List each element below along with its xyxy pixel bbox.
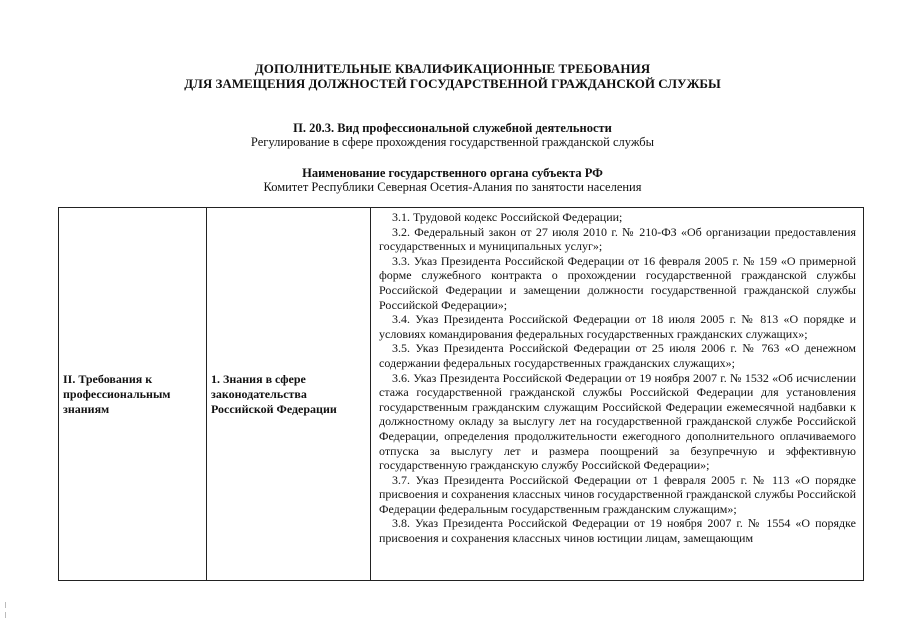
list-item: 3.8. Указ Президента Российской Федерации от 19 ноября 2007 г. № 1554 «О порядке присвоения и сохранения классных чинов юстиции лицам, замещающим — [379, 516, 856, 546]
category-cell — [59, 208, 207, 581]
document-title-line2: ДЛЯ ЗАМЕЩЕНИЯ ДОЛЖНОСТЕЙ ГОСУДАРСТВЕННОЙ ГРАЖДАНСКОЙ СЛУЖБЫ — [184, 76, 721, 91]
section-heading: П. 20.3. Вид профессиональной служебной деятельности — [293, 121, 612, 135]
document-title-line1: ДОПОЛНИТЕЛЬНЫЕ КВАЛИФИКАЦИОННЫЕ ТРЕБОВАНИЯ — [254, 61, 651, 76]
list-item: 3.1. Трудовой кодекс Российской Федерации; — [392, 210, 623, 224]
scan-mark — [5, 602, 6, 608]
subcategory-cell — [207, 208, 371, 581]
list-item: 3.5. Указ Президента Российской Федерации от 25 июля 2006 г. № 763 «О денежном содержании федеральных государственных гражданских служащих»; — [379, 341, 856, 370]
subcategory-label: 1. Знания в сфере законодательства Российской Федерации — [211, 371, 337, 416]
list-item: 3.3. Указ Президента Российской Федерации от 16 февраля 2005 г. № 159 «О примерной форме служебного контракта о прохождении государственной гражданской службы Российской Федерации и замещении должности государственной гражданской службы Российской Федерации»; — [379, 253, 856, 312]
list-item: 3.2. Федеральный закон от 27 июля 2010 г. № 210-ФЗ «Об организации предоставления государственных и муниципальных услуг»; — [379, 224, 856, 254]
list-item: 3.4. Указ Президента Российской Федерации от 18 июля 2005 г. № 813 «О порядке и условиях командирования федеральных государственных гражданских служащих»; — [379, 312, 856, 341]
requirements-table — [58, 207, 864, 581]
list-item: 3.7. Указ Президента Российской Федерации от 1 февраля 2005 г. № 113 «О порядке присвоения и сохранения классных чинов государственной гражданской службы Российской Федерации федеральным государственным гражданским служащим»; — [379, 472, 856, 516]
scan-mark — [5, 612, 6, 618]
table-row — [59, 208, 864, 581]
section-subtitle: Регулирование в сфере прохождения государственной гражданской службы — [250, 135, 655, 149]
category-label: II. Требования к профессиональным знаниям — [63, 371, 171, 416]
org-name: Комитет Республики Северная Осетия-Алания по занятости населения — [263, 180, 642, 194]
items-cell — [371, 208, 864, 581]
legal-items-list — [371, 208, 863, 580]
org-heading: Наименование государственного органа субъекта РФ — [302, 166, 603, 180]
list-item: 3.6. Указ Президента Российской Федерации от 19 ноября 2007 г. № 1532 «Об исчислении стажа государственной гражданской службы Российской Федерации для установления государственным гражданским служащим Российской Федерации ежемесячной надбавки к должностному окладу за выслугу лет на государственной гражданской службе Российской Федерации, определения продолжительности ежегодного дополнительного оплачиваемого отпуска за выслугу лет и размера поощрений за безупречную и эффективную государственную гражданскую службу Российской Федерации»; — [379, 370, 856, 473]
